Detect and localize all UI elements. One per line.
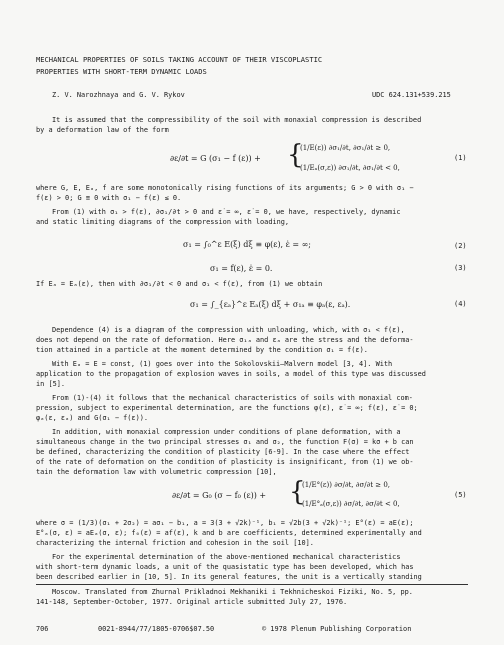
paragraph-line: For the experimental determination of the above-mentioned mechanical characteristics [52,553,401,561]
paragraph-line: does not depend on the rate of deformation. Here σ₁ₐ and εₐ are the stress and the deforma- [36,336,414,344]
authors: Z. V. Narozhnaya and G. V. Rykov [52,91,185,99]
paragraph-line: characterizing the internal friction and cohesion in the soil [10]. [36,539,314,547]
paragraph-line: tion attained in a particle at the moment determined by the condition σ₁ = f(ε). [36,346,368,354]
paragraph-line: with short-term dynamic loads, a unit of the quasistatic type has been developed, which has [36,563,414,571]
footnote-line: Moscow. Translated from Zhurnal Prikladnoi Mekhaniki i Tekhnicheskoi Fiziki, No. 5, pp. [52,588,413,596]
copyright: © 1978 Plenum Publishing Corporation [262,625,412,633]
paragraph-line: application to the propagation of explosion waves in soils, a model of this type was discussed [36,370,426,378]
paragraph-line: It is assumed that the compressibility of the soil with monaxial compression is described [52,116,422,124]
paragraph-line: tain the deformation law with volumetric compression [10], [36,468,277,476]
udc-code: UDC 624.131+539.215 [372,91,451,99]
article-code: 0021-8944/77/1805-0706$07.50 [98,625,215,633]
equation-4-number: (4) [454,300,467,308]
footnote-divider [36,584,468,585]
equation-5-brace: { [289,477,306,507]
equation-3-number: (3) [454,264,467,272]
paragraph-line: f(ε) > 0; G ≡ 0 with σ₁ − f(ε) ≤ 0. [36,194,182,202]
equation-2-number: (2) [454,242,467,250]
equation-2: σ₁ = ∫₀^ε E(ξ) dξ ≡ φ(ε), ε̇ = ∞; [183,240,311,249]
equation-1-brace: { [287,140,304,170]
paragraph-line: With Eₐ = E = const, (1) goes over into the Sokolovskii–Malvern model [3, 4]. With [52,360,393,368]
paragraph-line: where G, E, Eₐ, f are some monotonically rising functions of its arguments; G > 0 with σ₁ − [36,184,414,192]
paragraph-line: From (1)-(4) it follows that the mechanical characteristics of soils with monaxial com- [52,394,413,402]
paragraph-line: In addition, with monaxial compression under conditions of plane deformation, with a [52,428,401,436]
paragraph-line: be defined, characterizing the condition of plasticity [6-9]. In the case where the effect [36,448,410,456]
equation-3: σ₁ = f(ε), ε̇ = 0. [210,264,273,273]
title-line-2: PROPERTIES WITH SHORT-TERM DYNAMIC LOADS [36,67,207,76]
paragraph-line: pression, subject to experimental determination, are the functions φ(ε), ε̇ = ∞; f(ε), ε̇ = 0; [36,404,418,412]
equation-5-lhs: ∂ε/∂t = G₀ (σ − f₀ (ε)) + [172,491,267,500]
equation-1-lhs: ∂ε/∂t = G (σ₁ − f (ε)) + [170,154,261,163]
paragraph-line: Dependence (4) is a diagram of the compression with unloading, which, with σ₁ < f(ε), [52,326,405,334]
footnote-line: 141-148, September-October, 1977. Original article submitted July 27, 1976. [36,598,348,606]
paragraph-line: by a deformation law of the form [36,126,169,134]
equation-5-number: (5) [454,491,467,499]
paragraph-line: E°ₐ(σ, ε) = aEₐ(σ, ε); f₀(ε) = af(ε), k and b are coefficients, determined experimentally and [36,529,422,537]
paragraph-line: and static limiting diagrams of the compression with loading, [36,218,290,226]
paragraph-line: simultaneous change in the two principal stresses σ₁ and σ₂, the function F(σ) = kσ + b can [36,438,414,446]
equation-1-number: (1) [454,154,467,162]
equation-1-case-top: (1/E(ε)) ∂σ₁/∂t, ∂σ₁/∂t ≥ 0, [300,144,391,152]
equation-5-case-top: (1/E°(ε)) ∂σ/∂t, ∂σ/∂t ≥ 0, [302,481,391,489]
equation-5-case-bottom: (1/E°ₐ(σ,ε)) ∂σ/∂t, ∂σ/∂t < 0, [302,500,400,508]
page-number: 706 [36,625,49,633]
paragraph-line: where σ = (1/3)(σ₁ + 2σ₂) = aσ₁ − b₁, a = 3(3 + √2k)⁻¹, b₁ = √2b(3 + √2k)⁻¹; E°(ε) = aE(ε); [36,519,414,527]
paragraph-line: From (1) with σ₁ > f(ε), ∂σ₁/∂t > 0 and ε̇ = ∞, ε̇ = 0, we have, respectively, dynamic [52,208,401,216]
title-line-1: MECHANICAL PROPERTIES OF SOILS TAKING ACCOUNT OF THEIR VISCOPLASTIC [36,55,323,64]
paragraph-line: of the rate of deformation on the condition of plasticity is insignificant, from (1) we ob- [36,458,414,466]
paragraph-line: in [5]. [36,380,66,388]
paragraph-line: If Eₐ = Eₐ(ε), then with ∂σ₁/∂t < 0 and σ₁ < f(ε), from (1) we obtain [36,280,323,288]
paragraph-line: been described earlier in [10, 5]. In its general features, the unit is a vertically standing [36,573,422,581]
equation-1-case-bottom: (1/Eₐ(σ,ε)) ∂σ₁/∂t, ∂σ₁/∂t < 0, [300,164,400,172]
equation-4: σ₁ = ∫_{εₐ}^ε Eₐ(ξ) dξ + σ₁ₐ ≡ φₐ(ε, εₐ). [190,300,351,309]
paragraph-line: φₐ(ε, εₐ) and G(σ₁ − f(ε)). [36,414,149,422]
